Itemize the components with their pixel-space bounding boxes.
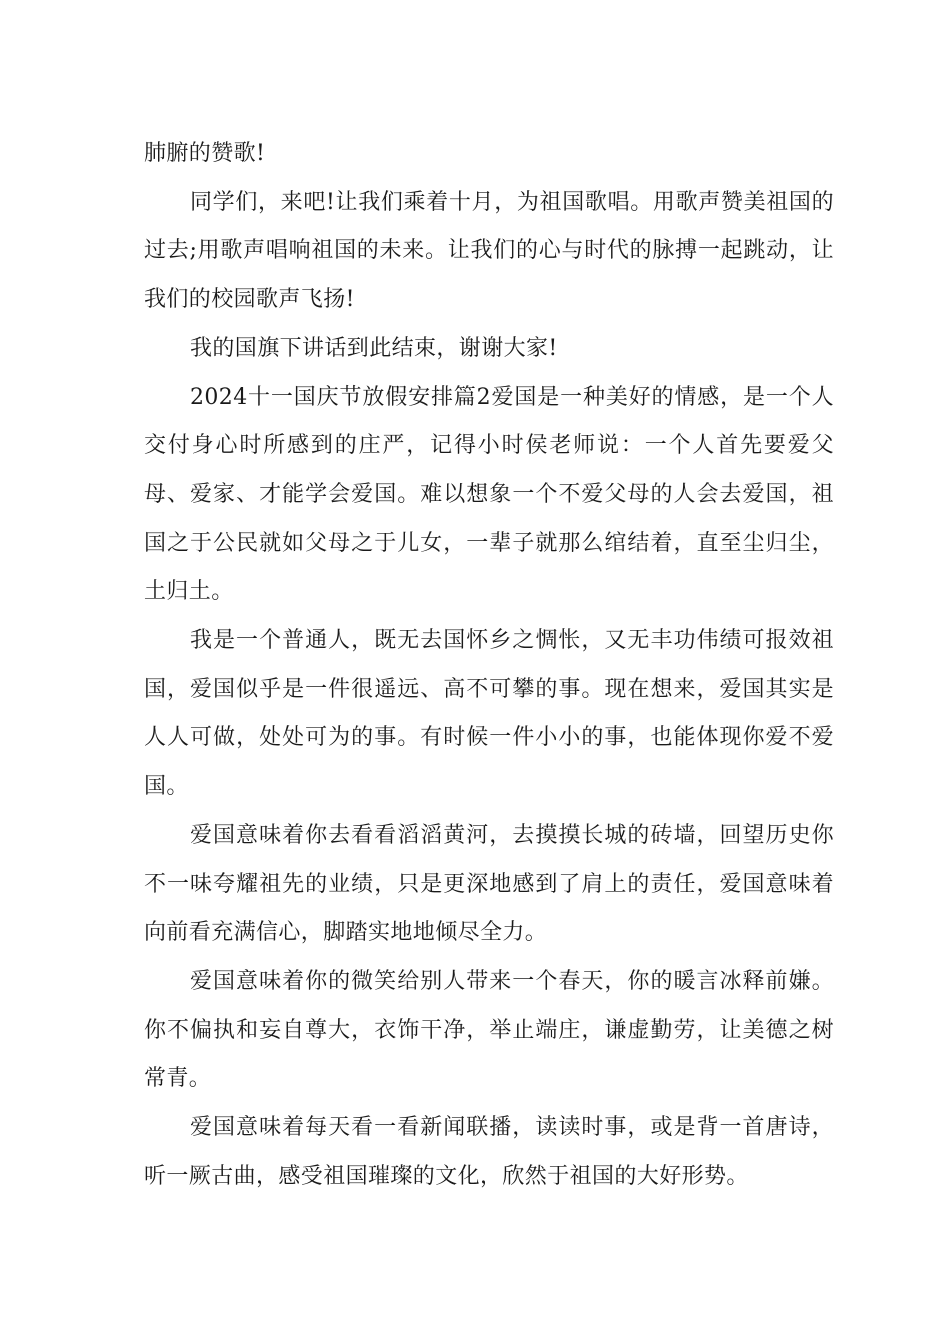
paragraph-5: 我是一个普通人，既无去国怀乡之惆怅，又无丰功伟绩可报效祖国，爱国似乎是一件很遥远、高不可攀的事。现在想来，爱国其实是人人可做，处处可为的事。有时候一件小小的事，也能体现你爱不爱国。	[144, 628, 834, 800]
paragraph-2: 同学们，来吧!让我们乘着十月，为祖国歌唱。用歌声赞美祖国的过去;用歌声唱响祖国的未来。让我们的心与时代的脉搏一起跳动，让我们的校园歌声飞扬!	[144, 189, 834, 313]
paragraph-8: 爱国意味着每天看一看新闻联播，读读时事，或是背一首唐诗，听一厥古曲，感受祖国璀璨的文化，欣然于祖国的大好形势。	[144, 1115, 834, 1189]
paragraph-3: 我的国旗下讲话到此结束，谢谢大家!	[190, 335, 558, 361]
paragraph-1: 肺腑的赞歌!	[144, 141, 266, 166]
paragraph-7: 爱国意味着你的微笑给别人带来一个春天，你的暖言冰释前嫌。你不偏执和妄自尊大，衣饰干净，举止端庄，谦虚勤劳，让美德之树常青。	[144, 968, 834, 1092]
paragraph-6: 爱国意味着你去看看滔滔黄河，去摸摸长城的砖墙，回望历史你不一味夸耀祖先的业绩，只是更深地感到了肩上的责任，爱国意味着向前看充满信心，脚踏实地地倾尽全力。	[144, 822, 834, 946]
document-body	[144, 130, 834, 1201]
paragraph-4: 2024十一国庆节放假安排篇2爱国是一种美好的情感，是一个人交付身心时所感到的庄严，记得小时侯老师说：一个人首先要爱父母、爱家、才能学会爱国。难以想象一个不爱父母的人会去爱国，祖国之于公民就如父母之于儿女，一辈子就那么绾结着，直至尘归尘，土归土。	[144, 384, 834, 605]
